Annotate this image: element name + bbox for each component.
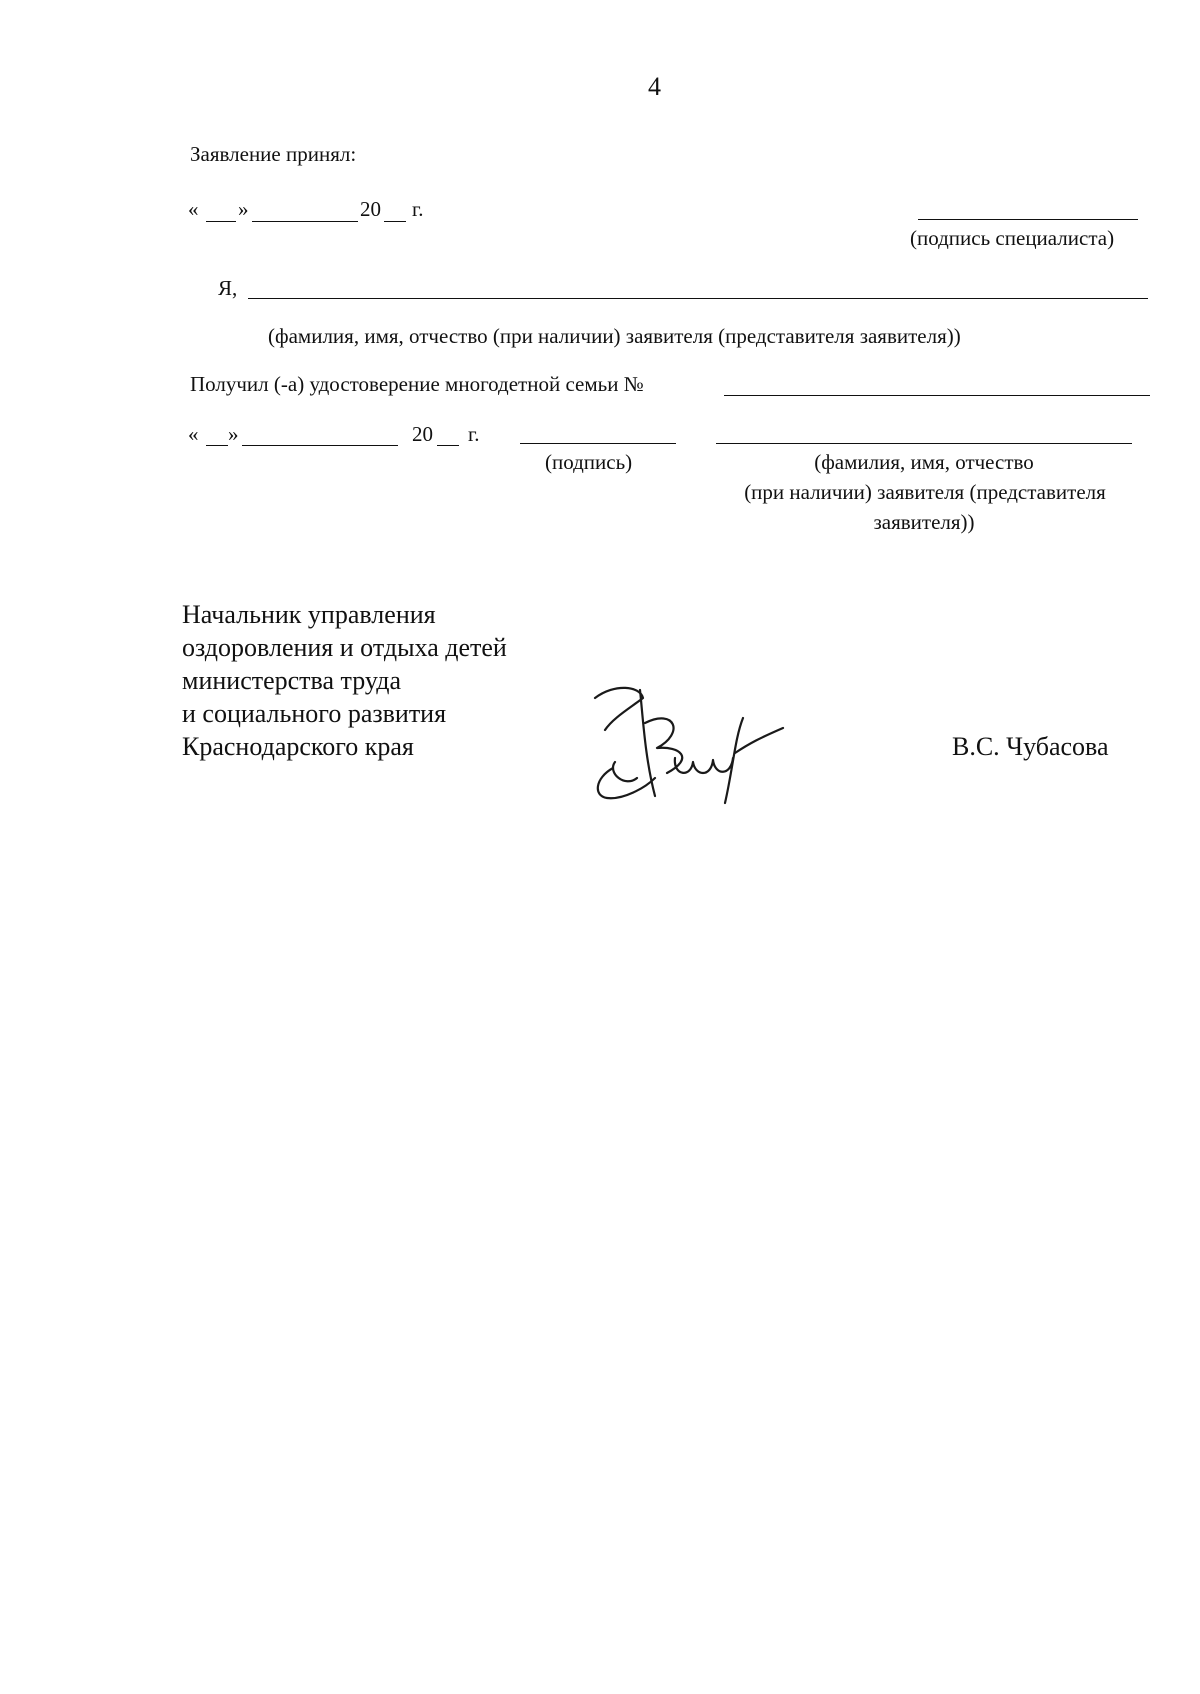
accepted-month-line	[252, 221, 358, 222]
certificate-label: Получил (-а) удостоверение многодетной семьи №	[190, 372, 644, 396]
accepted-label: Заявление принял:	[190, 142, 357, 166]
official-title-line-4: и социального развития	[182, 699, 447, 728]
receipt-name-caption-line1: (фамилия, имя, отчество	[814, 450, 1034, 474]
official-name: В.С. Чубасова	[952, 732, 1109, 761]
page-number: 4	[648, 72, 661, 101]
receipt-day-line	[206, 445, 228, 446]
handwritten-signature	[585, 678, 795, 808]
receipt-name-caption-line3: заявителя))	[873, 510, 975, 534]
receipt-signature-line	[520, 443, 676, 444]
applicant-caption: (фамилия, имя, отчество (при наличии) заявителя (представителя заявителя))	[268, 324, 961, 348]
applicant-name-line	[248, 298, 1148, 299]
certificate-number-line	[724, 395, 1150, 396]
specialist-signature-caption: (подпись специалиста)	[910, 226, 1115, 250]
receipt-name-line	[716, 443, 1132, 444]
receipt-date-close-quote: »	[228, 422, 239, 446]
specialist-signature-line	[918, 219, 1138, 220]
accepted-date-open-quote: «	[188, 197, 199, 221]
receipt-year-prefix: 20	[412, 422, 433, 446]
receipt-year-suffix: г.	[468, 422, 480, 446]
accepted-year-line	[384, 221, 406, 222]
accepted-year-suffix: г.	[412, 197, 424, 221]
applicant-prefix: Я,	[218, 276, 238, 300]
receipt-signature-caption: (подпись)	[545, 450, 633, 474]
receipt-year-line	[437, 445, 459, 446]
official-title-line-1: Начальник управления	[182, 600, 436, 629]
accepted-day-line	[206, 221, 236, 222]
accepted-date-close-quote: »	[238, 197, 249, 221]
official-title-line-2: оздоровления и отдыха детей	[182, 633, 507, 662]
official-title-line-3: министерства труда	[182, 666, 401, 695]
receipt-name-caption-line2: (при наличии) заявителя (представителя	[744, 480, 1106, 504]
accepted-year-prefix: 20	[360, 197, 381, 221]
receipt-month-line	[242, 445, 398, 446]
receipt-date-open-quote: «	[188, 422, 199, 446]
official-title-line-5: Краснодарского края	[182, 732, 414, 761]
